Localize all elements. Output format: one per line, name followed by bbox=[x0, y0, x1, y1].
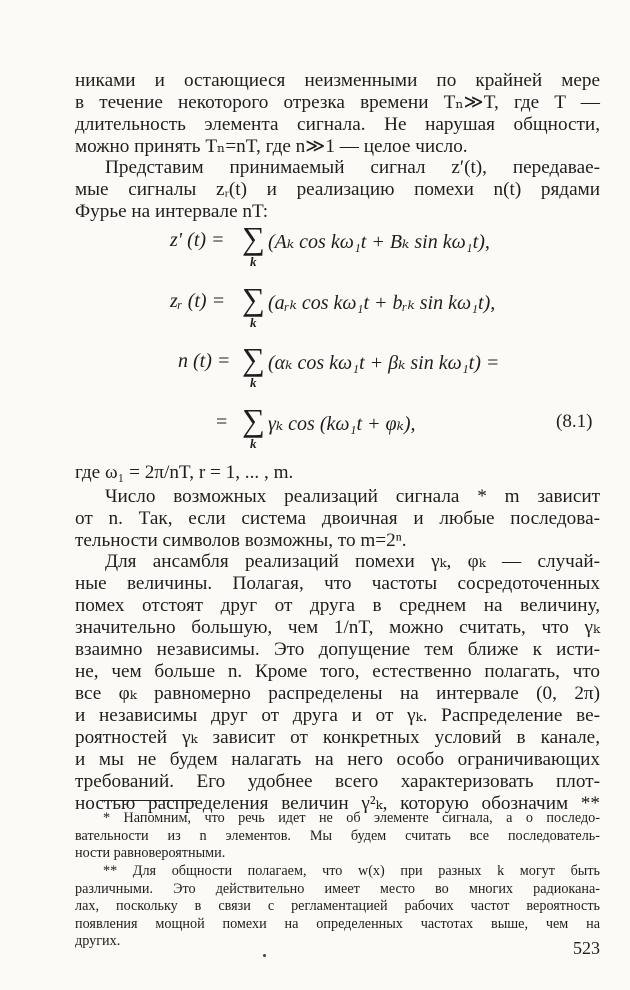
footnote-1 bbox=[75, 810, 600, 863]
text-line: длительность элемента сигнала. Не нарушая общности, bbox=[75, 114, 600, 135]
text-line: не, чем больше n. Кроме того, естественно полагать, что bbox=[75, 661, 600, 682]
text-line: Для ансамбля реализаций помехи γₖ, φₖ — случай- bbox=[105, 551, 600, 572]
sum-symbol: ∑ bbox=[242, 341, 265, 377]
footnote-separator bbox=[100, 800, 196, 801]
equation-lhs: n (t) = bbox=[178, 350, 231, 372]
footnote-2 bbox=[75, 863, 600, 951]
text-line: ностью распределения величин γ²ₖ, которую обозначим ** bbox=[75, 793, 600, 814]
sum-symbol: ∑ bbox=[242, 402, 265, 438]
text-line: взаимно независимы. Это допущение тем ближе к исти- bbox=[75, 639, 600, 660]
text-line: и мы не будем налагать на него особо ограничивающих bbox=[75, 749, 600, 770]
text-line: Фурье на интервале nT: bbox=[75, 201, 269, 222]
where-clause bbox=[75, 462, 600, 484]
text-line: помех отстоят друг от друга в среднем на величину, bbox=[75, 595, 600, 616]
paragraph-ensemble bbox=[75, 551, 600, 815]
text-line: роятностей γₖ зависит от конкретных условий в канале, bbox=[75, 727, 600, 748]
text-line: тельности символов возможны, то m=2ⁿ. bbox=[75, 530, 407, 551]
sum-symbol: ∑ bbox=[242, 220, 265, 256]
text-line: где ω₁ = 2π/nT, r = 1, ... , m. bbox=[75, 462, 294, 483]
footnote-line: различными. Это действительно имеет место во многих радиокана- bbox=[75, 880, 600, 897]
text-line: требований. Его удобнее всего характеризовать плот- bbox=[75, 771, 600, 792]
footnote-line: появления мощной помехи на определенных частотах выше, чем на bbox=[75, 915, 600, 932]
text-line: Число возможных реализаций сигнала * m зависит bbox=[105, 486, 600, 507]
footnote-line: других. bbox=[75, 933, 121, 949]
paragraph-realizations bbox=[75, 486, 600, 552]
footnote-line: лах, поскольку в связи с регламентацией рабочих частот вероятность bbox=[75, 898, 600, 914]
text-line: Представим принимаемый сигнал z′(t), передавае- bbox=[105, 157, 600, 178]
equation-lhs: = bbox=[216, 411, 228, 433]
equation-number: (8.1) bbox=[556, 411, 593, 432]
equation-rhs: γₖ cos (kω₁t + φₖ), bbox=[268, 413, 416, 435]
text-line: и независимы друг от друга и от γₖ. Распределение ве- bbox=[75, 705, 600, 726]
equation-lhs: zᵣ (t) = bbox=[170, 290, 226, 312]
sum-symbol: ∑ bbox=[242, 281, 265, 317]
page-number: 523 bbox=[573, 938, 600, 958]
footnote-line: вательности из n элементов. Мы будем считать все последователь- bbox=[75, 827, 600, 844]
print-speck bbox=[263, 954, 266, 957]
footnote-line: ности равновероятными. bbox=[75, 845, 226, 861]
sum-index: k bbox=[250, 254, 257, 269]
text-line: в течение некоторого отрезка времени Tₙ≫T, где T — bbox=[75, 92, 600, 113]
equation-lhs: z′ (t) = bbox=[170, 229, 225, 251]
text-line: никами и остающиеся неизменными по крайней мере bbox=[75, 70, 600, 91]
text-line: от n. Так, если система двоичная и любые последова- bbox=[75, 508, 600, 529]
equation-rhs: (αₖ cos kω₁t + βₖ sin kω₁t) = bbox=[268, 352, 500, 374]
equation-rhs: (aᵣₖ cos kω₁t + bᵣₖ sin kω₁t), bbox=[268, 292, 496, 314]
paragraph-fourier bbox=[75, 157, 600, 223]
sum-index: k bbox=[250, 375, 257, 390]
text-line: все φₖ равномерно распределены на интервале (0, 2π) bbox=[75, 683, 600, 704]
sum-index: k bbox=[250, 436, 257, 451]
text-line: значительно большую, чем 1/nT, можно считать, что γₖ bbox=[75, 617, 600, 638]
text-line: мые сигналы zᵣ(t) и реализацию помехи n(t) рядами bbox=[75, 179, 600, 200]
footnote-line: * Напомним, что речь идет не об элементе сигнала, а о последо- bbox=[103, 810, 600, 826]
equation-rhs: (Aₖ cos kω₁t + Bₖ sin kω₁t), bbox=[268, 231, 490, 253]
footnote-line: ** Для общности полагаем, что w(x) при разных k могут быть bbox=[103, 863, 600, 879]
paragraph-continuation bbox=[75, 70, 600, 158]
sum-index: k bbox=[250, 315, 257, 330]
text-line: можно принять Tₙ=nT, где n≫1 — целое число. bbox=[75, 136, 468, 157]
text-line: ные величины. Полагая, что частоты сосредоточенных bbox=[75, 573, 600, 594]
